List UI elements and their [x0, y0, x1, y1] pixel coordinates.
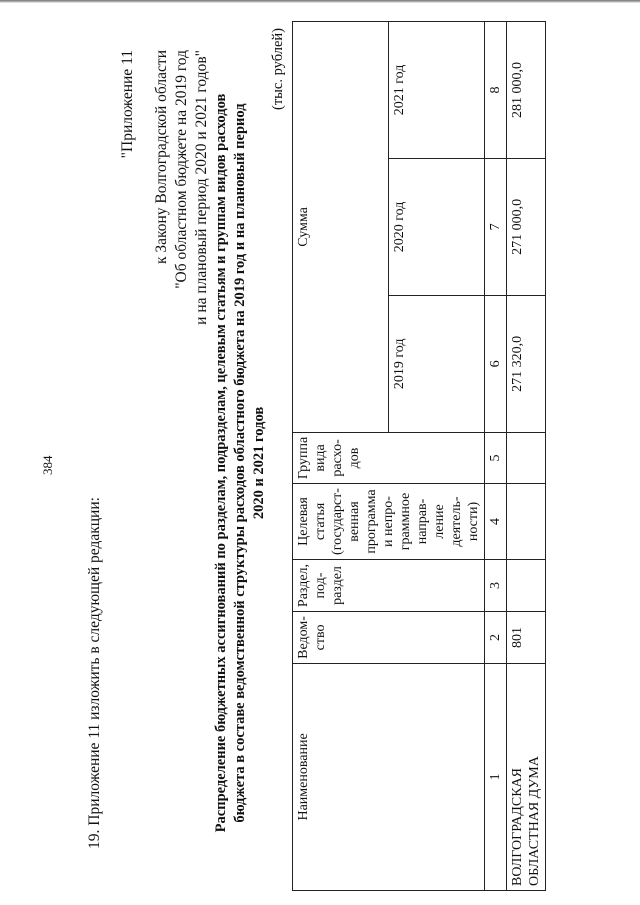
table-row [507, 22, 546, 891]
heading-line: бюджета в составе ведомственной структуры расходов областного бюджета на 2019 год и на плановый период [232, 103, 248, 823]
header-year-2019: 2019 год [389, 295, 485, 432]
row-target [507, 484, 546, 560]
column-number: 7 [485, 158, 507, 295]
row-name: ВОЛГОГРАДСКАЯ ОБЛАСТНАЯ ДУМА [507, 663, 546, 890]
page-number: 384 [40, 455, 55, 475]
header-year-2020: 2020 год [389, 158, 485, 295]
header-name: Наименование [293, 663, 485, 890]
column-number: 5 [485, 432, 507, 483]
appendix-line: "Об областном бюджете на 2019 год [173, 50, 190, 289]
heading-line: 2020 и 2021 годов [251, 406, 267, 520]
row-sum-2020: 271 000,0 [507, 158, 546, 295]
row-section [507, 559, 546, 611]
header-year-2021: 2021 год [389, 22, 485, 159]
instruction-text: 19. Приложение 11 изложить в следующей редакции: [86, 497, 103, 849]
units-label: (тыс. рублей) [270, 28, 286, 110]
column-number: 8 [485, 22, 507, 159]
column-number: 4 [485, 484, 507, 560]
row-dept: 801 [507, 612, 546, 664]
budget-table [292, 21, 546, 891]
column-number: 1 [485, 663, 507, 890]
heading-line: Распределение бюджетных ассигнований по разделам, подразделам, целевым статьям и группам видов расходов [213, 93, 229, 833]
appendix-line: к Закону Волгоградской области [153, 50, 170, 265]
column-number: 6 [485, 295, 507, 432]
row-sum-2019: 271 320,0 [507, 295, 546, 432]
column-number-row [485, 22, 507, 891]
header-target: Целевая статья (государст- венная программа и непро- граммное направ- ление деятель- ности) [293, 484, 485, 560]
document-heading [212, 33, 269, 893]
header-sum: Сумма [293, 22, 389, 433]
header-dept: Ведом- ство [293, 612, 485, 664]
header-row [293, 22, 389, 891]
appendix-block [118, 50, 212, 325]
appendix-title: "Приложение 11 [119, 50, 136, 159]
column-number: 2 [485, 612, 507, 664]
column-number: 3 [485, 559, 507, 611]
row-sum-2021: 281 000,0 [507, 22, 546, 159]
header-section: Раздел, под- раздел [293, 559, 485, 611]
header-group: Группа вида расхо- дов [293, 432, 485, 483]
appendix-line: и на плановый период 2020 и 2021 годов" [193, 50, 210, 325]
row-group [507, 432, 546, 483]
